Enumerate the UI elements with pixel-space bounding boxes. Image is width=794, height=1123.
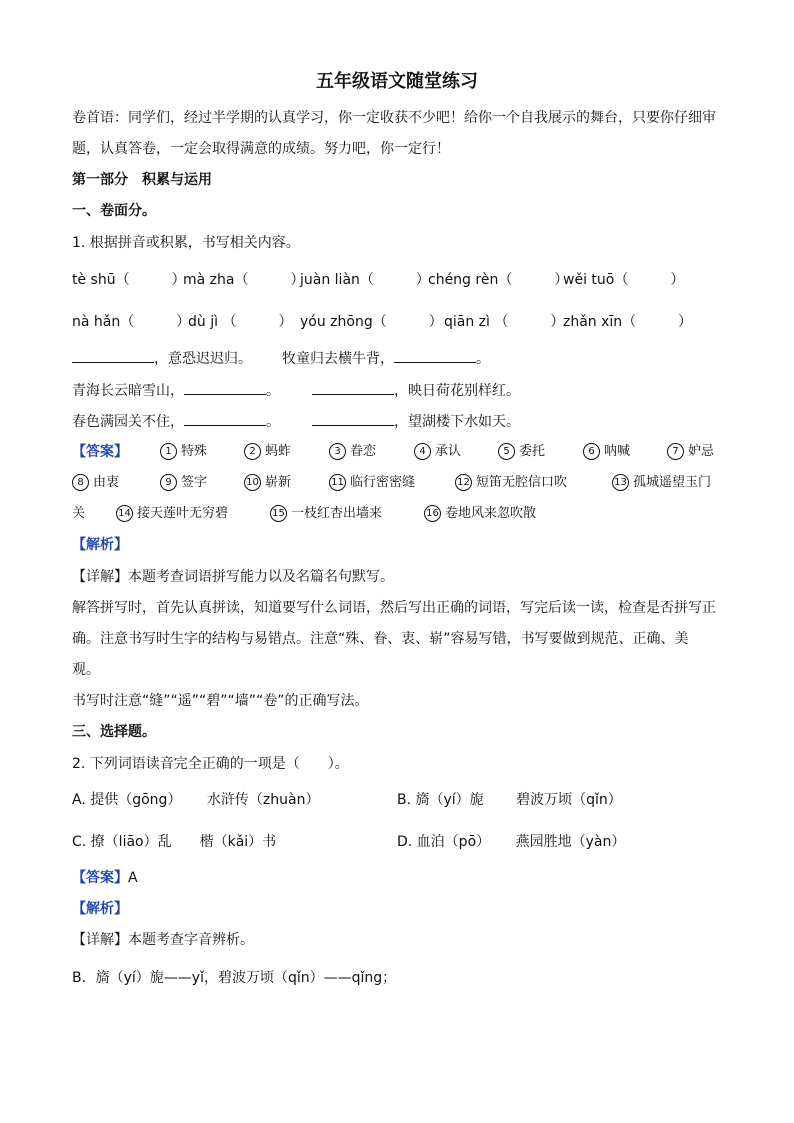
analysis-label: 【解析】 bbox=[72, 537, 128, 553]
answer-item: 12 短笛无腔信口吹 bbox=[455, 473, 567, 493]
question-2-stem: 2. 下列词语读音完全正确的一项是（ ）。 bbox=[72, 756, 349, 772]
analysis-label: 【解析】 bbox=[72, 901, 128, 917]
poem-text: ，映日荷花别样红。 bbox=[394, 383, 520, 399]
pinyin-item: juàn liàn（ ） bbox=[300, 272, 430, 288]
blank-line bbox=[312, 380, 394, 395]
pinyin-item: dù jì （ ） bbox=[188, 314, 293, 330]
answer-item: 7 妒忌 bbox=[667, 442, 714, 462]
pinyin-item: mà zha（ ） bbox=[183, 272, 305, 288]
answer-label: 【答案】 bbox=[72, 870, 128, 886]
blank-line bbox=[394, 348, 476, 363]
blank-line bbox=[184, 380, 266, 395]
blank-line bbox=[184, 411, 266, 426]
q2-answer-row bbox=[72, 868, 138, 888]
pinyin-item: tè shū（ ） bbox=[72, 272, 186, 288]
page-title: 五年级语文随堂练习 bbox=[316, 71, 478, 92]
section-heading-3: 三、选择题。 bbox=[72, 724, 156, 740]
answer-item: 16 卷地风来忽吹散 bbox=[424, 504, 536, 524]
answer-item: 8 由衷 bbox=[72, 473, 119, 493]
answer-item: 10 崭新 bbox=[244, 473, 291, 493]
answer-item: 1 特殊 bbox=[160, 442, 207, 462]
answer-item: 3 眷恋 bbox=[329, 442, 376, 462]
poem-text: 。 bbox=[266, 414, 280, 430]
answer-wrap-text: 关 bbox=[72, 506, 86, 521]
pinyin-item: zhǎn xīn（ ） bbox=[563, 314, 693, 330]
intro-line-1: 卷首语：同学们，经过半学期的认真学习，你一定收获不少吧！给你一个自我展示的舞台，只要你仔细审 bbox=[72, 110, 716, 126]
pinyin-item: nà hǎn（ ） bbox=[72, 314, 191, 330]
poem-text: 。 bbox=[266, 383, 280, 399]
explanation-line: 书写时注意“缝”“遥”“碧”“墙”“卷”的正确写法。 bbox=[72, 693, 369, 709]
question-1-stem: 1. 根据拼音或积累，书写相关内容。 bbox=[72, 235, 300, 251]
poem-text: 牧童归去横牛背， bbox=[282, 351, 394, 367]
pinyin-item: qiān zì （ ） bbox=[444, 314, 565, 330]
detail-text: 【详解】本题考查字音辨析。 bbox=[72, 932, 254, 948]
poem-line-3 bbox=[72, 411, 280, 432]
pinyin-item: wěi tuō（ ） bbox=[563, 272, 685, 288]
blank-line bbox=[72, 348, 154, 363]
detail-text: 【详解】本题考查词语拼写能力以及名篇名句默写。 bbox=[72, 569, 394, 585]
intro-line-2: 题，认真答卷，一定会取得满意的成绩。努力吧，你一定行！ bbox=[72, 141, 450, 157]
option-c: C. 撩（liāo）乱 楷（kǎi）书 bbox=[72, 834, 277, 850]
answer-label: 【答案】 bbox=[72, 444, 128, 460]
answer-item: 2 蚂蚱 bbox=[244, 442, 291, 462]
pinyin-item: yóu zhōng（ ） bbox=[300, 314, 443, 330]
answer-item: 13 孤城遥望玉门 bbox=[612, 473, 711, 493]
poem-line-3b bbox=[312, 411, 520, 432]
answer-item: 9 签字 bbox=[160, 473, 207, 493]
poem-line-2b bbox=[312, 380, 520, 401]
poem-line-2 bbox=[72, 380, 280, 401]
answer-item: 5 委托 bbox=[498, 442, 545, 462]
option-d: D. 血泊（pō） 燕园胜地（yàn） bbox=[397, 834, 626, 850]
answer-item: 15 一枝红杏出墙来 bbox=[270, 504, 382, 524]
poem-text: 。 bbox=[476, 351, 490, 367]
explanation-line: B．旖（yí）旎——yǐ，碧波万顷（qǐn）——qǐng； bbox=[72, 970, 397, 986]
option-a: A. 提供（gōng） 水浒传（zhuàn） bbox=[72, 792, 320, 808]
poem-text: ，意恐迟迟归。 bbox=[154, 351, 252, 367]
poem-line-1b bbox=[282, 348, 490, 369]
answer-item: 4 承认 bbox=[414, 442, 461, 462]
section-heading-1: 一、卷面分。 bbox=[72, 203, 156, 219]
answer-value: A bbox=[128, 870, 138, 886]
poem-line-1 bbox=[72, 348, 252, 369]
explanation-line: 确。注意书写时生字的结构与易错点。注意“殊、眷、衷、崭”容易写错，书写要做到规范、正确、美 bbox=[72, 631, 689, 647]
explanation-line: 解答拼写时，首先认真拼读，知道要写什么词语，然后写出正确的词语，写完后读一读，检查是否拼写正 bbox=[72, 600, 716, 616]
blank-line bbox=[312, 411, 394, 426]
poem-text: ，望湖楼下水如天。 bbox=[394, 414, 520, 430]
part-heading: 第一部分 积累与运用 bbox=[72, 172, 212, 188]
pinyin-item: chéng rèn（ ） bbox=[428, 272, 569, 288]
poem-text: 青海长云暗雪山， bbox=[72, 383, 184, 399]
answer-item: 6 呐喊 bbox=[583, 442, 630, 462]
answer-item: 11 临行密密缝 bbox=[329, 473, 415, 493]
answer-item: 14 接天莲叶无穷碧 bbox=[116, 504, 228, 524]
option-b: B. 旖（yí）旎 碧波万顷（qǐn） bbox=[397, 792, 622, 808]
explanation-line: 观。 bbox=[72, 662, 100, 678]
poem-text: 春色满园关不住， bbox=[72, 414, 184, 430]
